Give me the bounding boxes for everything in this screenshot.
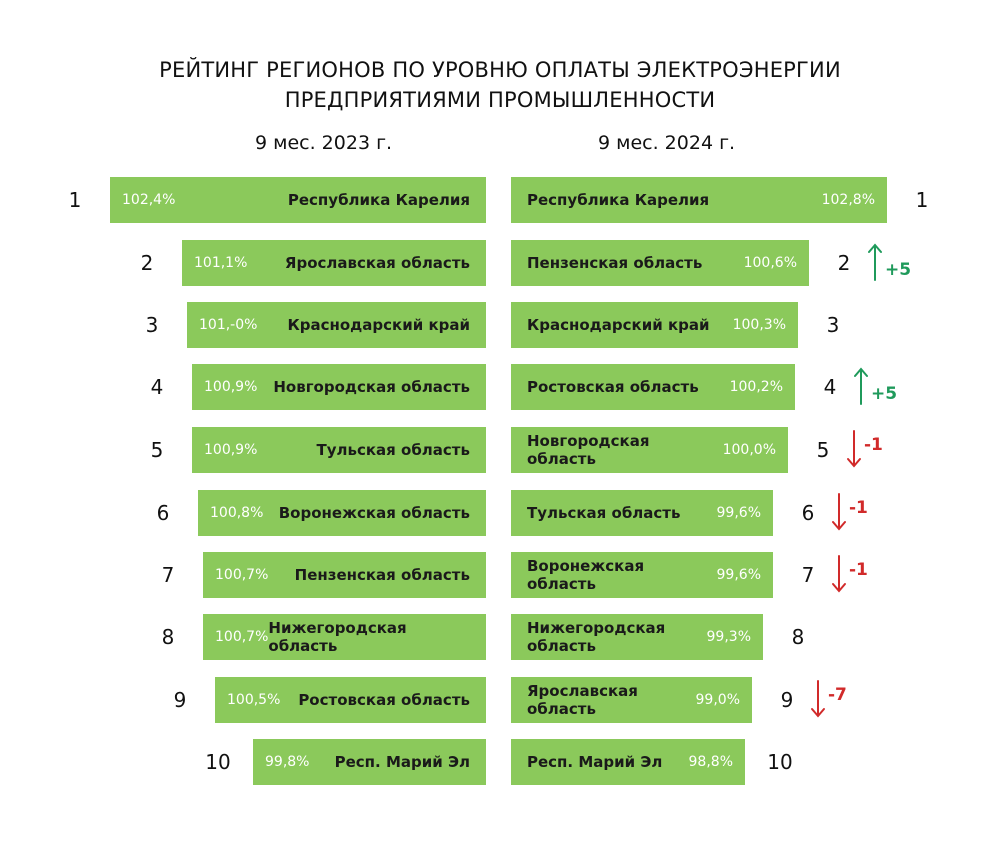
- region-name: Респ. Марий Эл: [527, 753, 663, 771]
- region-name: Воронежская область: [527, 557, 645, 593]
- rank-number: 4: [823, 375, 837, 399]
- bar-2024: [511, 177, 887, 223]
- bar-2024: [511, 552, 773, 598]
- rank-down-indicator: [831, 492, 868, 532]
- bar-value: 99,0%: [695, 692, 740, 708]
- region-name: Ростовская область: [298, 691, 470, 709]
- bar-2024: [511, 427, 788, 473]
- bar-2024: [511, 240, 809, 286]
- rank-up-indicator: [853, 366, 897, 406]
- region-name: Новгородская область: [273, 378, 470, 396]
- bar-value: 100,8%: [210, 505, 264, 521]
- bar-2023: [187, 302, 486, 348]
- bar-2024: [511, 364, 795, 410]
- bar-value: 99,6%: [716, 505, 761, 521]
- bar-value: 100,7%: [215, 567, 269, 583]
- rank-number: 3: [145, 313, 159, 337]
- rank-change-value: -1: [849, 560, 868, 580]
- rank-number: 5: [150, 438, 164, 462]
- column-header-2024: 9 мес. 2024 г.: [598, 132, 736, 154]
- rank-change-value: +5: [871, 384, 898, 404]
- bar-value: 101,-0%: [199, 317, 258, 333]
- bar-value: 100,0%: [722, 442, 776, 458]
- arrow-up-icon: [853, 366, 869, 406]
- rank-number: 7: [801, 563, 815, 587]
- bar-value: 99,6%: [716, 567, 761, 583]
- rank-number: 8: [791, 625, 805, 649]
- region-name: Ярославская область: [284, 254, 470, 272]
- bar-value: 102,8%: [821, 192, 875, 208]
- region-name: Республика Карелия: [287, 191, 470, 209]
- rank-number: 2: [837, 251, 851, 275]
- rank-change-value: -7: [828, 685, 847, 705]
- bar-2023: [182, 240, 486, 286]
- arrow-down-icon: [846, 429, 862, 469]
- rank-down-indicator: [831, 554, 868, 594]
- rank-change-value: -1: [864, 435, 883, 455]
- rank-number: 9: [173, 688, 187, 712]
- bar-value: 100,2%: [729, 379, 783, 395]
- bar-value: 99,3%: [706, 629, 751, 645]
- region-name: Нижегородская область: [527, 619, 666, 655]
- bar-2024: [511, 614, 763, 660]
- region-name: Ростовская область: [527, 378, 699, 396]
- rank-number: 1: [915, 188, 929, 212]
- chart-title-line-1: РЕЙТИНГ РЕГИОНОВ ПО УРОВНЮ ОПЛАТЫ ЭЛЕКТРОЭНЕРГИИ: [159, 58, 841, 82]
- rank-number: 1: [68, 188, 82, 212]
- bar-2023: [198, 490, 486, 536]
- rank-number: 7: [161, 563, 175, 587]
- rank-number: 3: [826, 313, 840, 337]
- region-name: Тульская область: [316, 441, 470, 459]
- bar-2023: [253, 739, 486, 785]
- bar-value: 100,3%: [732, 317, 786, 333]
- region-name: Пензенская область: [527, 254, 703, 272]
- arrow-down-icon: [810, 679, 826, 719]
- region-name: Ярославская область: [527, 682, 638, 718]
- rank-change-value: +5: [885, 260, 912, 280]
- rank-number: 2: [140, 251, 154, 275]
- region-name: Пензенская область: [294, 566, 470, 584]
- bar-value: 101,1%: [194, 255, 248, 271]
- arrow-down-icon: [831, 492, 847, 532]
- bar-2024: [511, 677, 752, 723]
- rank-number: 4: [150, 375, 164, 399]
- region-name: Краснодарский край: [287, 316, 470, 334]
- arrow-down-icon: [831, 554, 847, 594]
- bar-value: 100,6%: [743, 255, 797, 271]
- region-name: Республика Карелия: [527, 191, 710, 209]
- bar-value: 100,9%: [204, 442, 258, 458]
- bar-value: 100,5%: [227, 692, 281, 708]
- bar-2024: [511, 739, 745, 785]
- bar-2023: [203, 614, 486, 660]
- bar-value: 99,8%: [265, 754, 310, 770]
- column-header-2023: 9 мес. 2023 г.: [255, 132, 393, 154]
- bar-2023: [215, 677, 486, 723]
- region-name: Новгородская область: [527, 432, 650, 468]
- bar-value: 98,8%: [688, 754, 733, 770]
- bar-2024: [511, 302, 798, 348]
- region-name: Воронежская область: [278, 504, 470, 522]
- chart-title-line-2: ПРЕДПРИЯТИЯМИ ПРОМЫШЛЕННОСТИ: [284, 88, 716, 112]
- bar-2023: [192, 364, 486, 410]
- rank-number: 10: [205, 750, 231, 774]
- bar-value: 100,7%: [215, 629, 269, 645]
- rank-up-indicator: [867, 242, 911, 282]
- bar-2024: [511, 490, 773, 536]
- arrow-up-icon: [867, 242, 883, 282]
- rank-number: 10: [767, 750, 793, 774]
- region-name: Тульская область: [527, 504, 681, 522]
- rank-number: 6: [801, 501, 815, 525]
- rank-number: 6: [156, 501, 170, 525]
- bar-2023: [110, 177, 486, 223]
- region-name: Краснодарский край: [527, 316, 710, 334]
- rank-change-value: -1: [849, 498, 868, 518]
- rank-number: 8: [161, 625, 175, 649]
- bar-2023: [203, 552, 486, 598]
- rank-down-indicator: [810, 679, 847, 719]
- rank-down-indicator: [846, 429, 883, 469]
- region-name: Респ. Марий Эл: [334, 753, 470, 771]
- bar-2023: [192, 427, 486, 473]
- rank-number: 9: [780, 688, 794, 712]
- bar-value: 100,9%: [204, 379, 258, 395]
- bar-value: 102,4%: [122, 192, 176, 208]
- rank-number: 5: [816, 438, 830, 462]
- region-name: Нижегородская область: [268, 619, 407, 655]
